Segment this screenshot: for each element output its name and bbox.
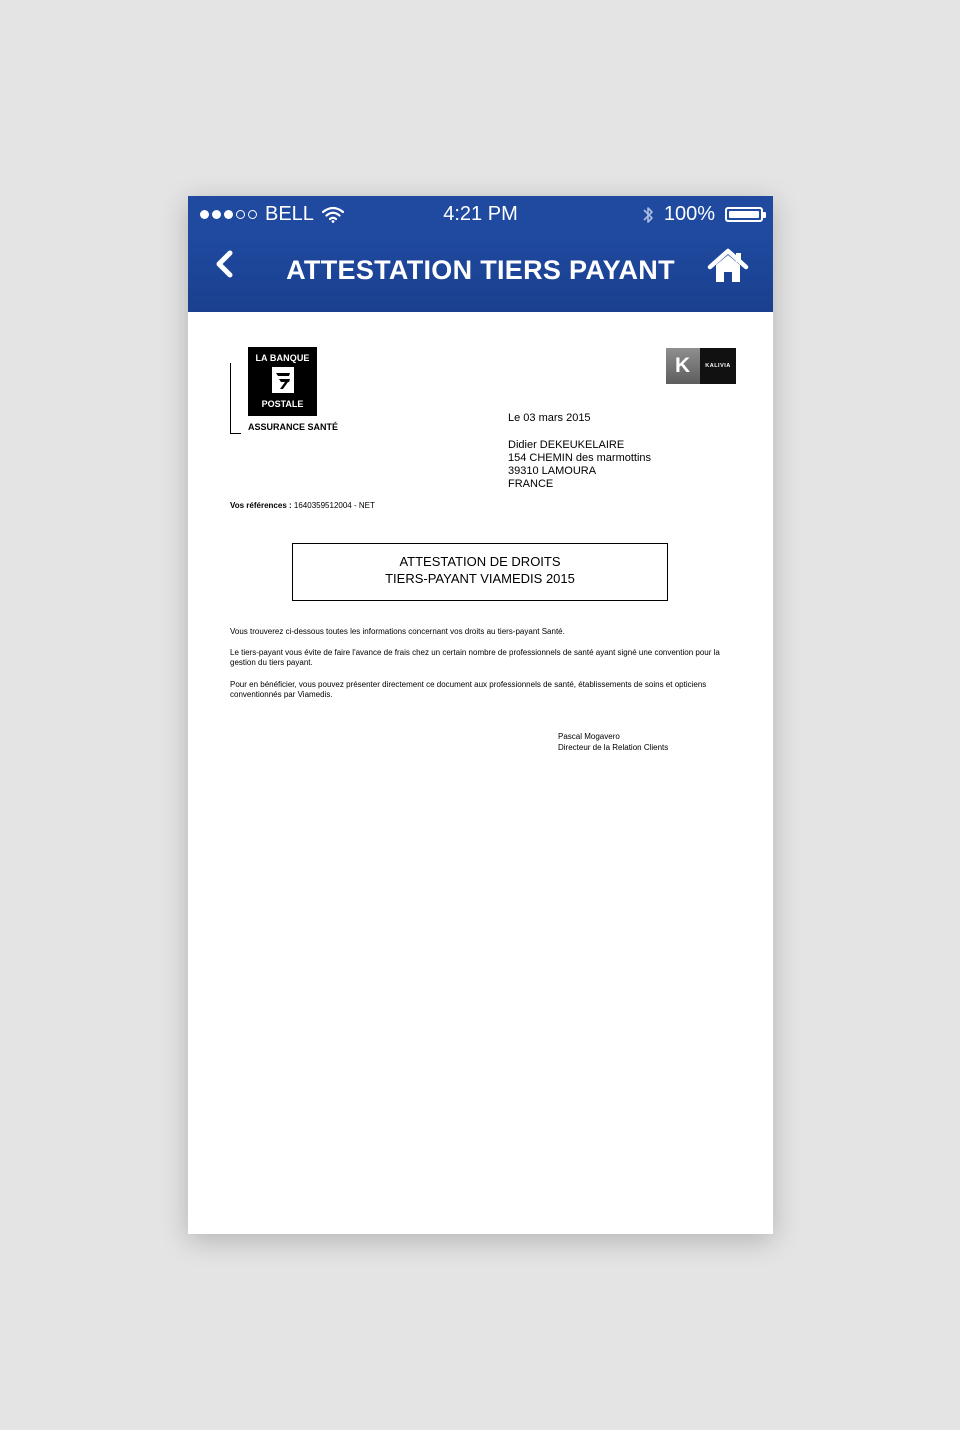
status-time: 4:21 PM	[443, 203, 518, 225]
recipient-country: FRANCE	[508, 478, 554, 490]
home-button[interactable]	[707, 248, 749, 286]
bluetooth-icon	[642, 205, 654, 225]
battery-percent: 100%	[663, 203, 715, 225]
back-button[interactable]	[210, 248, 244, 282]
references-label: Vos références :	[230, 501, 292, 510]
paragraph: Vous trouverez ci-dessous toutes les informations concernant vos droits au tiers-payant Santé.	[230, 627, 565, 636]
letter-date: Le 03 mars 2015	[508, 412, 591, 424]
battery-icon	[725, 207, 763, 222]
address-block	[508, 412, 651, 491]
logo-bracket	[230, 363, 241, 434]
logo-line2: POSTALE	[261, 399, 304, 409]
la-banque-postale-logo	[248, 347, 317, 416]
paragraph: Pour en bénéficier, vous pouvez présenter directement ce document aux professionnels de santé, établissements de soins et opticiens conventionnés par Viamedis.	[230, 680, 707, 699]
battery-cap	[763, 212, 766, 218]
battery-fill	[729, 211, 759, 218]
phone-screen	[188, 196, 773, 1234]
recipient-name: Didier DEKEUKELAIRE	[508, 439, 625, 451]
carrier-name: BELL	[265, 203, 314, 225]
signatory-name: Pascal Mogavero	[558, 732, 620, 741]
logo-subtitle: ASSURANCE SANTÉ	[248, 422, 339, 432]
recipient-street: 154 CHEMIN des marmottins	[508, 452, 652, 464]
recipient-city: 39310 LAMOURA	[508, 465, 597, 477]
logo-line1: LA BANQUE	[255, 353, 310, 363]
references-line	[230, 501, 375, 510]
postal-emblem-icon	[272, 367, 294, 393]
signatory-title: Directeur de la Relation Clients	[558, 743, 669, 752]
references-value: 1640359512004 - NET	[293, 501, 375, 510]
kalivia-letter: K	[675, 354, 691, 377]
status-right	[642, 203, 763, 226]
chevron-left-icon	[210, 248, 244, 282]
document-title-box	[292, 543, 668, 601]
paragraph: Le tiers-payant vous évite de faire l'avance de frais chez un certain nombre de professionnels de santé ayant signé une convention pour la gestion du tiers payant.	[230, 648, 720, 667]
kalivia-logo	[666, 348, 736, 384]
page-title: ATTESTATION TIERS PAYANT	[286, 255, 675, 285]
kalivia-mark	[666, 348, 700, 384]
kalivia-name: KALIVIA	[700, 348, 736, 384]
document-viewer[interactable]	[188, 312, 773, 1234]
signature-block	[558, 731, 668, 753]
nav-bar	[188, 234, 773, 312]
document-title-line1: ATTESTATION DE DROITS	[399, 554, 561, 569]
status-bar	[188, 196, 773, 234]
home-icon	[707, 248, 749, 286]
document-title-line2: TIERS-PAYANT VIAMEDIS 2015	[385, 571, 575, 586]
